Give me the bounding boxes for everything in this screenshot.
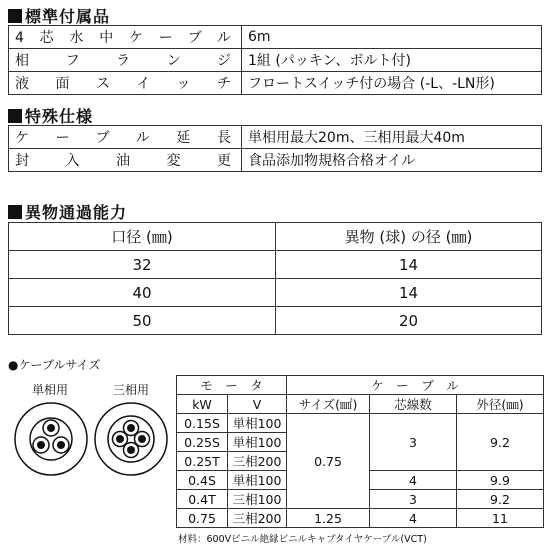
table-row: 0.4S 単相100 4 9.9 xyxy=(177,471,544,490)
table-row: 0.25T 三相200 xyxy=(177,452,544,471)
passage-title: 異物通過能力 xyxy=(8,200,127,223)
table-row: 相フランジ 1組 (パッキン、ボルト付) xyxy=(9,49,542,72)
table-row: 封入油変更 食品添加物規格合格オイル xyxy=(9,149,542,172)
table-row: 液面スイッチ フロートスイッチ付の場合 (-L、-LN形) xyxy=(9,72,542,95)
table-row: ケーブル延長 単相用最大20m、三相用最大40m xyxy=(9,126,542,149)
table-row: 0.75 三相200 1.25 4 11 xyxy=(177,509,544,528)
single-phase-cable-icon xyxy=(12,400,90,478)
three-phase-label: 三相用 xyxy=(113,383,150,397)
table-row: 0.25S 単相100 xyxy=(177,433,544,452)
table-row: 0.15S 単相100 0.75 3 9.2 xyxy=(177,414,544,433)
cable-title: ●ケーブルサイズ xyxy=(8,358,101,372)
square-bullet-icon xyxy=(8,109,22,123)
three-phase-cable-icon xyxy=(92,400,170,478)
table-row: 32 14 xyxy=(9,251,542,279)
square-bullet-icon xyxy=(8,9,22,23)
cable-material-note: 材料：600Vビニル絶縁ビニルキャブタイヤケーブル(VCT) xyxy=(178,534,427,545)
table-header-row: 口径 (㎜) 異物 (球) の径 (㎜) xyxy=(9,223,542,251)
special-table xyxy=(8,125,542,172)
table-row: 50 20 xyxy=(9,307,542,335)
table-header-row: kW V サイズ(㎟) 芯線数 外径(㎜) xyxy=(177,395,544,414)
single-phase-label: 単相用 xyxy=(32,383,69,397)
table-row: 0.4T 三相100 3 9.2 xyxy=(177,490,544,509)
accessories-table xyxy=(8,25,542,95)
table-row: 40 14 xyxy=(9,279,542,307)
special-title: 特殊仕様 xyxy=(8,104,93,127)
square-bullet-icon xyxy=(8,205,22,219)
passage-table xyxy=(8,222,542,335)
accessories-title: 標準付属品 xyxy=(8,4,110,27)
table-header-row: モ ー タ ケ ー ブ ル xyxy=(177,376,544,395)
cable-size-table xyxy=(176,375,544,528)
table-row: 4芯水中ケーブル 6m xyxy=(9,26,542,49)
